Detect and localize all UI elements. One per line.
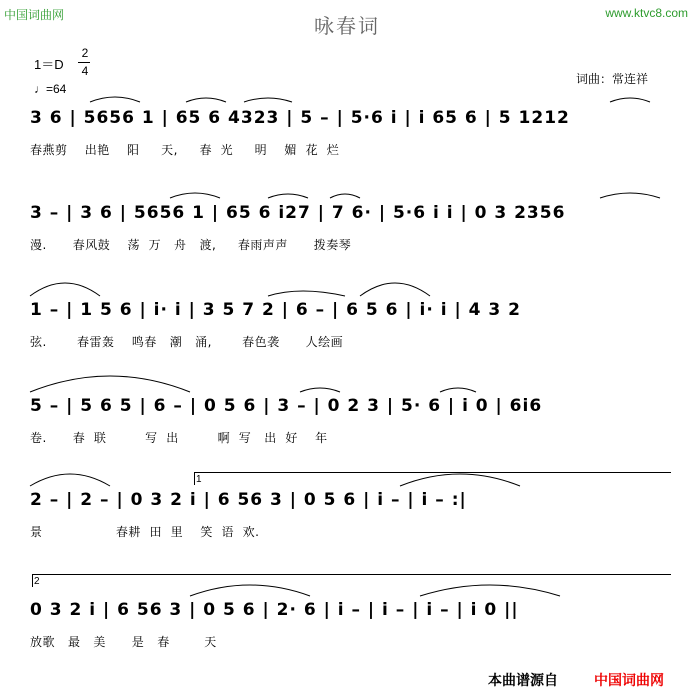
tempo-marking: ♩=64: [34, 82, 67, 96]
first-ending-bracket: [194, 472, 671, 485]
notes-line-1: 3 6 | 5656 1 | 65 6 4323 | 5 – | 5·6 i | i 65 6 | 5 1212: [30, 108, 570, 128]
second-ending-bracket: [32, 574, 671, 587]
notes-line-4: 5 – | 5 6 5 | 6 – | 0 5 6 | 3 – | 0 2 3 | 5· 6 | i 0 | 6i6: [30, 396, 543, 416]
key-signature: 1＝D: [34, 57, 64, 72]
site-logo-left[interactable]: 中国词曲网: [4, 8, 65, 22]
time-signature-top: 2: [81, 46, 89, 60]
notes-line-2: 3 – | 3 6 | 5656 1 | 65 6 i27 | 7 6· | 5·6 i i | 0 3 2356: [30, 203, 566, 223]
first-ending-number: 1: [196, 474, 202, 485]
notes-line-3: 1 – | 1 5 6 | i· i | 3 5 7 2 | 6 – | 6 5 6 | i· i | 4 3 2: [30, 300, 521, 320]
lyrics-line-2: 漫. 春风鼓 荡 万 舟 渡, 春雨声声 拨奏琴: [30, 238, 352, 252]
score-line-3: [0, 300, 694, 360]
footer-source-label: 本曲谱源自: [488, 672, 558, 688]
footer-site-link[interactable]: 中国词曲网: [594, 672, 664, 688]
time-signature-rule: [78, 62, 90, 63]
lyrics-line-4: 卷. 春 联 写 出 啊 写 出 好 年: [30, 431, 328, 445]
notes-line-5: 2 – | 2 – | 0 3 2 i | 6 56 3 | 0 5 6 | i – | i – :|: [30, 490, 467, 510]
composer-credit: 词曲：常连祥: [576, 72, 649, 86]
lyrics-line-6: 放歌 最 美 是 春 天: [30, 635, 217, 649]
time-signature-bottom: 4: [81, 64, 89, 78]
site-url[interactable]: www.ktvc8.com: [605, 6, 688, 20]
score-line-5: [0, 490, 694, 550]
lyrics-line-3: 弦. 春雷轰 鸣春 潮 涌, 春色袭 人绘画: [30, 335, 344, 349]
score-line-6: [0, 600, 694, 660]
lyrics-line-1: 春燕剪 出艳 阳 天, 春 光 明 媚 花 烂: [30, 143, 340, 157]
score-line-4: [0, 396, 694, 456]
song-title: 咏春词: [314, 14, 380, 38]
score-line-1: [0, 108, 694, 168]
second-ending-number: 2: [34, 576, 40, 587]
score-line-2: [0, 203, 694, 263]
lyrics-line-5: 景 春耕 田 里 笑 语 欢.: [30, 525, 260, 539]
notes-line-6: 0 3 2 i | 6 56 3 | 0 5 6 | 2· 6 | i – | i – | i – | i 0 ||: [30, 600, 519, 620]
